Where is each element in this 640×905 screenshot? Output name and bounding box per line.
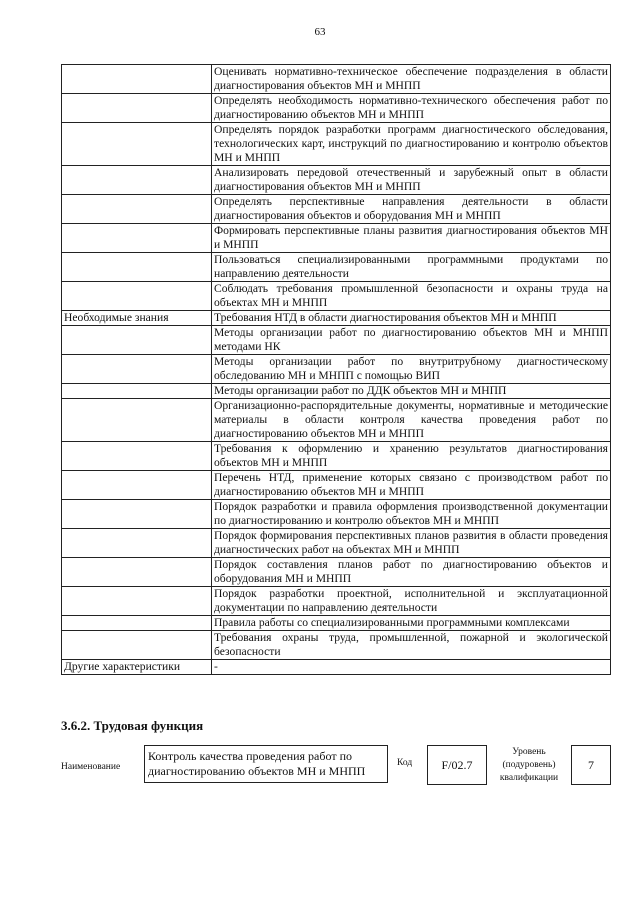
table-row: [62, 442, 611, 471]
row-text-cell: [212, 282, 611, 311]
row-category-cell: [62, 384, 212, 399]
table-row: [62, 94, 611, 123]
row-category-cell: [62, 631, 212, 660]
table-row: [62, 631, 611, 660]
row-text-cell: [212, 529, 611, 558]
row-text-cell: [212, 166, 611, 195]
row-category-cell: [62, 616, 212, 631]
row-text-cell: [212, 355, 611, 384]
section-title: 3.6.2. Трудовая функция: [61, 718, 204, 733]
skills-knowledge-table: [61, 64, 611, 675]
row-text: Порядок формирования перспективных планов развития в области проведения диагностических работ на объектах МН и МНПП: [214, 529, 608, 556]
row-text: Пользоваться специализированными программными продуктами по направлению деятельности: [214, 253, 608, 280]
row-text-cell: [212, 195, 611, 224]
row-text: -: [214, 660, 218, 673]
row-text: Правила работы со специализированными программными комплексами: [214, 616, 570, 629]
labor-function-row: [61, 742, 611, 792]
row-category-cell: [62, 558, 212, 587]
row-text: Порядок составления планов работ по диагностированию объектов и оборудования МН и МНПП: [214, 558, 608, 585]
table-row: [62, 471, 611, 500]
table-body: [62, 65, 611, 675]
row-text: Требования охраны труда, промышленной, пожарной и экологической безопасности: [214, 631, 608, 658]
table-row: [62, 399, 611, 442]
row-text-cell: [212, 94, 611, 123]
row-text-cell: [212, 224, 611, 253]
row-category-cell: [62, 500, 212, 529]
row-text-cell: [212, 587, 611, 616]
row-category-cell: [62, 253, 212, 282]
table-row: [62, 660, 611, 675]
row-text-cell: [212, 471, 611, 500]
row-text-cell: [212, 253, 611, 282]
table-row: [62, 224, 611, 253]
row-text: Определять необходимость нормативно-технического обеспечения работ по диагностированию объектов МН и МНПП: [214, 94, 608, 121]
row-text-cell: [212, 631, 611, 660]
row-category-cell: [62, 195, 212, 224]
row-text: Формировать перспективные планы развития диагностирования объектов МН и МНПП: [214, 224, 608, 251]
row-category-cell: [62, 282, 212, 311]
row-category-cell: [62, 529, 212, 558]
row-category-cell: [62, 224, 212, 253]
row-text: Перечень НТД, применение которых связано с производством работ по диагностированию объектов МН и МНПП: [214, 471, 608, 498]
row-category-cell: [62, 471, 212, 500]
table-row: [62, 529, 611, 558]
row-text: Методы организации работ по диагностированию объектов МН и МНПП методами НК: [214, 326, 608, 353]
row-category-cell: [62, 94, 212, 123]
table-row: [62, 500, 611, 529]
row-category-cell: [62, 166, 212, 195]
table-row: [62, 558, 611, 587]
row-text-cell: [212, 616, 611, 631]
row-text: Методы организации работ по внутритрубному диагностическому обследованию МН и МНПП с помощью ВИП: [214, 355, 608, 382]
row-text: Анализировать передовой отечественный и зарубежный опыт в области диагностирования объектов МН и МНПП: [214, 166, 608, 193]
row-text: Порядок разработки и правила оформления производственной документации по диагностированию и контролю объектов МН и МНПП: [214, 500, 608, 527]
table-row: [62, 282, 611, 311]
function-code-field: F/02.7: [427, 745, 487, 785]
function-name-field: Контроль качества проведения работ по диагностированию объектов МН и МНПП: [144, 745, 388, 783]
table-row: [62, 65, 611, 94]
page-number: 63: [314, 26, 326, 38]
row-text-cell: [212, 660, 611, 675]
row-text: Требования к оформлению и хранению результатов диагностирования объектов МН и МНПП: [214, 442, 608, 469]
table-row: [62, 587, 611, 616]
table-row: [62, 253, 611, 282]
row-text-cell: [212, 384, 611, 399]
row-text: Требования НТД в области диагностирования объектов МН и МНПП: [214, 311, 557, 324]
row-category-cell: [62, 442, 212, 471]
row-text-cell: [212, 65, 611, 94]
table-row: [62, 355, 611, 384]
row-category-cell: [62, 355, 212, 384]
row-text-cell: [212, 442, 611, 471]
row-text: Порядок разработки проектной, исполнительной и эксплуатационной документации по направлению деятельности: [214, 587, 608, 614]
row-text-cell: [212, 326, 611, 355]
table-row: [62, 311, 611, 326]
row-text-cell: [212, 500, 611, 529]
row-category-cell: Необходимые знания: [62, 311, 212, 326]
code-label: Код: [397, 758, 413, 768]
qualification-level-field: 7: [571, 745, 611, 785]
row-category-cell: [62, 65, 212, 94]
row-text: Организационно-распорядительные документы, нормативные и методические материалы в области контроля качества проведения работ по диагностированию объектов МН и МНПП: [214, 399, 608, 440]
row-category-cell: [62, 326, 212, 355]
row-category-cell: [62, 123, 212, 166]
row-text-cell: [212, 311, 611, 326]
table-row: [62, 326, 611, 355]
row-category-cell: [62, 399, 212, 442]
table-row: [62, 123, 611, 166]
table-row: [62, 166, 611, 195]
row-text-cell: [212, 558, 611, 587]
row-text: Определять перспективные направления деятельности в области диагностирования объектов и оборудования МН и МНПП: [214, 195, 608, 222]
row-text: Оценивать нормативно-техническое обеспечение подразделения в области диагностирования объектов МН и МНПП: [214, 65, 608, 92]
name-label: Наименование: [61, 762, 121, 772]
row-text: Соблюдать требования промышленной безопасности и охраны труда на объектах МН и МНПП: [214, 282, 608, 309]
qualification-level-label: Уровень (подуровень) квалификации: [499, 747, 559, 783]
row-text-cell: [212, 399, 611, 442]
table-row: [62, 384, 611, 399]
table-row: [62, 195, 611, 224]
row-category-cell: [62, 587, 212, 616]
row-text: Определять порядок разработки программ диагностического обследования, технологических карт, инструкций по диагностированию и контролю объектов МН и МНПП: [214, 123, 608, 164]
row-category-cell: Другие характеристики: [62, 660, 212, 675]
row-text: Методы организации работ по ДДК объектов МН и МНПП: [214, 384, 507, 397]
table-row: [62, 616, 611, 631]
row-text-cell: [212, 123, 611, 166]
